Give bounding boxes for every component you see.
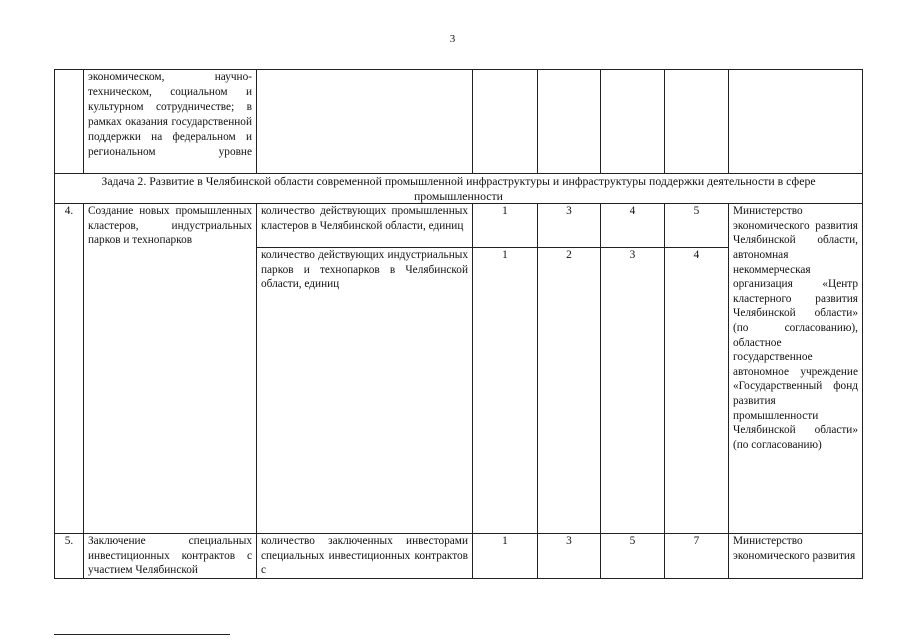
measure-name: Заключение специальных инвестиционных контрактов с участием Челябинской xyxy=(84,534,257,579)
task-heading: Задача 2. Развитие в Челябинской области современной промышленной инфраструктуры и инфраструктуры поддержки деятельности в сфере промышленности xyxy=(55,174,863,204)
indicator-value: 4 xyxy=(601,204,665,248)
measure-name-cell: экономическом, научно-техническом, социальном и культурном сотрудничестве; в рамках оказания государственной поддержки на федеральном и региональном уровне xyxy=(84,70,257,174)
table-row xyxy=(55,204,863,248)
indicator-value: 7 xyxy=(665,534,729,579)
indicator-cell xyxy=(257,70,473,174)
row-number: 4. xyxy=(55,204,84,534)
indicator-value: 3 xyxy=(538,204,601,248)
value-cell xyxy=(665,70,729,174)
responsible-executor: Министерство экономического развития Челябинской области, автономная некоммерческая организация «Центр кластерного развития Челябинской области» (по согласованию), областное государственное автономное учреждение «Государственный фонд развития промышленности Челябинской области» (по согласованию) xyxy=(729,204,863,534)
table-row xyxy=(55,534,863,579)
measure-name: Создание новых промышленных кластеров, индустриальных парков и технопарков xyxy=(84,204,257,534)
indicator-value: 3 xyxy=(538,534,601,579)
responsible-executor: Министерство экономического развития xyxy=(729,534,863,579)
indicator-value: 1 xyxy=(473,534,538,579)
page-number: 3 xyxy=(449,33,456,45)
indicator-value: 5 xyxy=(665,204,729,248)
indicator-text: количество действующих индустриальных парков и технопарков в Челябинской области, единиц xyxy=(257,248,473,534)
value-cell xyxy=(473,70,538,174)
responsible-cell xyxy=(729,70,863,174)
indicator-value: 4 xyxy=(665,248,729,534)
value-cell xyxy=(601,70,665,174)
row-number: 5. xyxy=(55,534,84,579)
indicator-value: 3 xyxy=(601,248,665,534)
task-row xyxy=(55,174,863,204)
indicator-value: 2 xyxy=(538,248,601,534)
number-cell xyxy=(55,70,84,174)
indicator-text: количество действующих промышленных кластеров в Челябинской области, единиц xyxy=(257,204,473,248)
footnote-rule xyxy=(54,634,230,635)
indicator-value: 1 xyxy=(473,248,538,534)
indicator-value: 1 xyxy=(473,204,538,248)
indicator-text: количество заключенных инвесторами специальных инвестиционных контрактов с xyxy=(257,534,473,579)
continuation-row xyxy=(55,70,863,174)
indicator-value: 5 xyxy=(601,534,665,579)
value-cell xyxy=(538,70,601,174)
measures-table xyxy=(54,69,863,579)
